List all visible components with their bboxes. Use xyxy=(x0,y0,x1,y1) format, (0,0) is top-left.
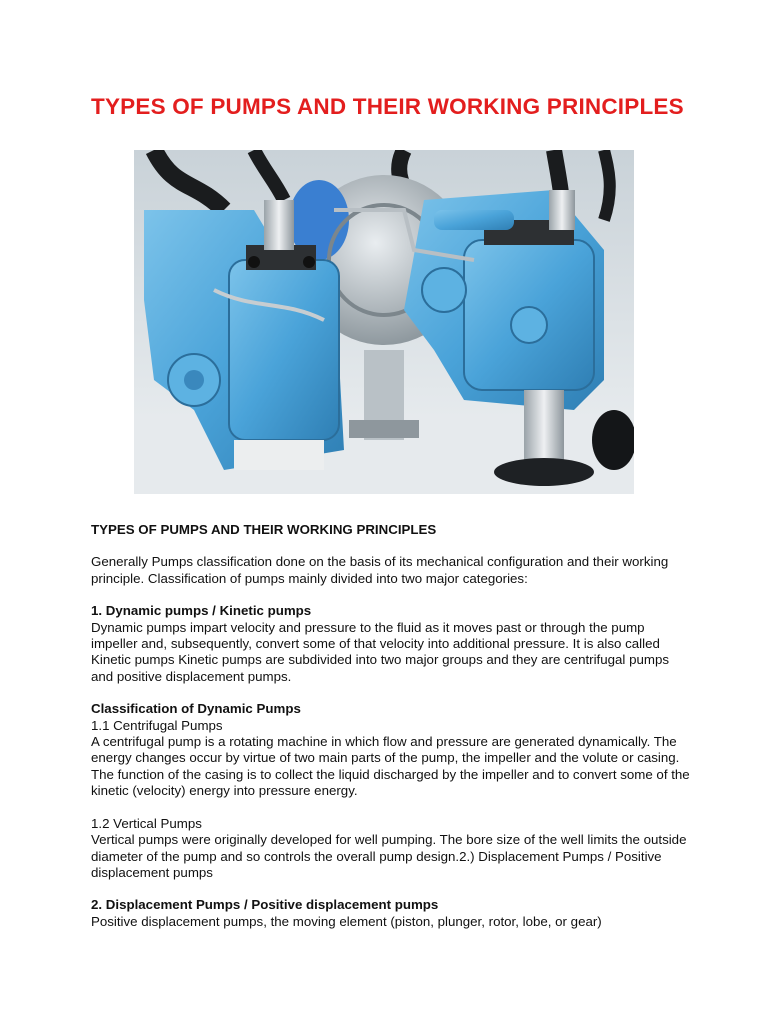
classification-heading: Classification of Dynamic Pumps xyxy=(91,701,301,717)
section2-heading: 2. Displacement Pumps / Positive displacement pumps xyxy=(91,897,439,913)
page-title: TYPES OF PUMPS AND THEIR WORKING PRINCIPLES xyxy=(91,94,684,119)
hydraulic-pumps-photo xyxy=(134,150,634,494)
article-subtitle: TYPES OF PUMPS AND THEIR WORKING PRINCIPLES xyxy=(91,522,437,537)
intro-paragraph: Generally Pumps classification done on the basis of its mechanical configuration and their working principle. Classification of pumps mainly divided into two major categories: xyxy=(91,554,669,586)
centrifugal-label: 1.1 Centrifugal Pumps xyxy=(91,717,223,733)
centrifugal-paragraph: A centrifugal pump is a rotating machine in which flow and pressure are generated dynamically. The energy changes occur by virtue of two main parts of the pump, the impeller and the volute or casing. The function of the casing is to collect the liquid discharged by the impeller and to convert some of the kinetic (velocity) energy into pressure energy. xyxy=(91,734,690,799)
section2-paragraph: Positive displacement pumps, the moving element (piston, plunger, rotor, lobe, or gear) xyxy=(91,913,602,929)
vertical-paragraph: Vertical pumps were originally developed for well pumping. The bore size of the well limits the outside diameter of the pump and so controls the overall pump design.2.) Displacement Pumps / Positive displacement pumps xyxy=(91,832,687,880)
section1-paragraph: Dynamic pumps impart velocity and pressure to the fluid as it moves past or through the pump impeller and, subsequently, convert some of that velocity into additional pressure. It is also called Kinetic pumps Kinetic pumps are subdivided into two major groups and they are centrifugal pumps and positive displacement pumps. xyxy=(91,619,669,684)
vertical-label: 1.2 Vertical Pumps xyxy=(91,815,202,831)
section1-heading: 1. Dynamic pumps / Kinetic pumps xyxy=(91,603,312,619)
article-body xyxy=(91,522,691,930)
